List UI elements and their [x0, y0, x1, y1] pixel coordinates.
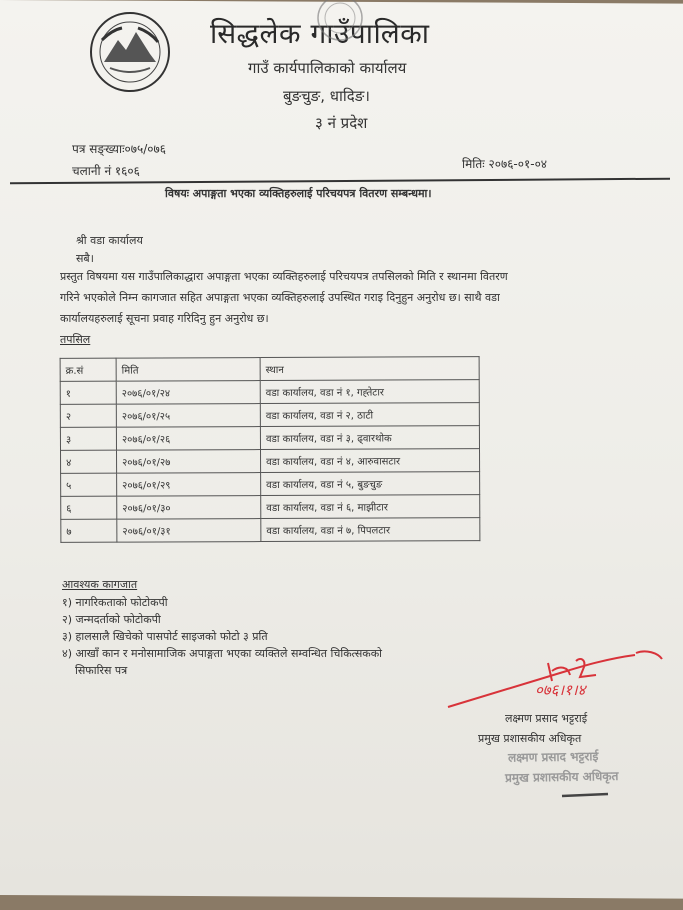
row-sn: १ [60, 381, 116, 404]
seal-stamp-icon [310, 0, 370, 50]
row-sn: २ [60, 404, 116, 427]
table-row [61, 449, 480, 474]
signatory-title: प्रमुख प्रशासकीय अधिकृत [478, 732, 582, 745]
document-item: २) जन्मदर्ताको फोटोकपी [62, 613, 161, 626]
column-header-sn: क्र.सं [60, 358, 116, 381]
row-place: वडा कार्यालय, वडा नं २, ठाटी [260, 403, 479, 427]
row-sn: ४ [61, 450, 117, 473]
row-date: २०७६/०१/२५ [116, 404, 260, 428]
letter-date: मितिः २०७६-०१-०४ [462, 157, 548, 171]
letter-number: पत्र सङ्ख्याः०७५/०७६ [72, 142, 167, 156]
dispatch-number: चलानी नं १६०६ [72, 164, 140, 178]
documents-heading: आवश्यक कागजात [62, 578, 138, 591]
body-line-3: कार्यालयहरुलाई सूचना प्रवाह गरिदिनु हुन अनुरोध छ। [60, 312, 269, 325]
table-row [61, 495, 480, 520]
schedule-heading: तपसिल [60, 333, 91, 346]
row-date: २०७६/०१/३० [117, 496, 261, 520]
table-row [61, 472, 480, 497]
table-row [60, 426, 479, 451]
addressee: श्री वडा कार्यालय [76, 234, 143, 247]
document-item: ३) हालसालै खिचेको पासपोर्ट साइजको फोटो ३ प्रति [62, 630, 268, 643]
schedule-table [60, 356, 481, 543]
table-row [60, 380, 479, 405]
office-address: बुङचुङ, धादिङ। [283, 87, 370, 105]
body-line-1: प्रस्तुत विषयमा यस गाउँपालिकाद्धारा अपाङ्गता भएका व्यक्तिहरुलाई परिचयपत्र तपसिलको मिति र स्थानमा वितरण [60, 270, 508, 283]
table-header-row [60, 357, 479, 382]
row-place: वडा कार्यालय, वडा नं ६, माझीटार [261, 495, 480, 519]
row-date: २०७६/०१/२९ [117, 473, 261, 497]
column-header-date: मिति [116, 358, 260, 382]
row-sn: ५ [61, 473, 117, 496]
municipality-logo-icon [88, 10, 172, 94]
stamp-name: लक्ष्मण प्रसाद भट्टराई [507, 749, 599, 765]
row-date: २०७६/०१/२६ [116, 427, 260, 451]
document-item: ४) आखाँ कान र मनोसामाजिक अपाङ्गता भएका व्यक्तिले सम्वन्धित चिकित्सकको [62, 647, 382, 660]
office-name: गाउँ कार्यपालिकाको कार्यालय [248, 59, 407, 77]
signatory-name: लक्ष्मण प्रसाद भट्टराई [505, 712, 588, 725]
row-date: २०७६/०१/३१ [117, 519, 261, 543]
org-title: सिद्धलेक गाउँपालिका [210, 17, 430, 50]
table-row [61, 518, 480, 543]
column-header-place: स्थान [260, 357, 479, 381]
row-sn: ३ [60, 427, 116, 450]
row-place: वडा कार्यालय, वडा नं ७, पिपलटार [261, 518, 480, 542]
row-date: २०७६/०१/२७ [117, 450, 261, 474]
document-item: १) नागरिकताको फोटोकपी [62, 596, 168, 609]
document-item: सिफारिस पत्र [75, 664, 128, 677]
row-date: २०७६/०१/२४ [116, 381, 260, 405]
province: ३ नं प्रदेश [315, 114, 368, 132]
table-row [60, 403, 479, 428]
row-place: वडा कार्यालय, वडा नं ३, ढ्वारथोक [260, 426, 479, 450]
subject-line: विषयः अपाङ्गता भएका व्यक्तिहरुलाई परिचयपत्र वितरण सम्बन्धमा। [165, 187, 432, 200]
row-place: वडा कार्यालय, वडा नं १, गह्तेटार [260, 380, 479, 404]
stamp-title: प्रमुख प्रशासकीय अधिकृत [504, 769, 619, 785]
body-line-2: गरिने भएकोले निम्न कागजात सहित अपाङ्गता भएका व्यक्तिहरुलाई उपस्थित गराइ दिनुहुन अनुरोध छ। साथै वडा [60, 291, 500, 304]
row-sn: ६ [61, 496, 117, 519]
row-place: वडा कार्यालय, वडा नं ५, बुङचुङ [261, 472, 480, 496]
stamp-smudge-icon [560, 790, 610, 802]
row-place: वडा कार्यालय, वडा नं ४, आरुवासटार [261, 449, 480, 473]
addressee-all: सबै। [76, 252, 94, 265]
row-sn: ७ [61, 519, 117, 542]
handwritten-date: ०७६।१।४ [535, 681, 586, 699]
